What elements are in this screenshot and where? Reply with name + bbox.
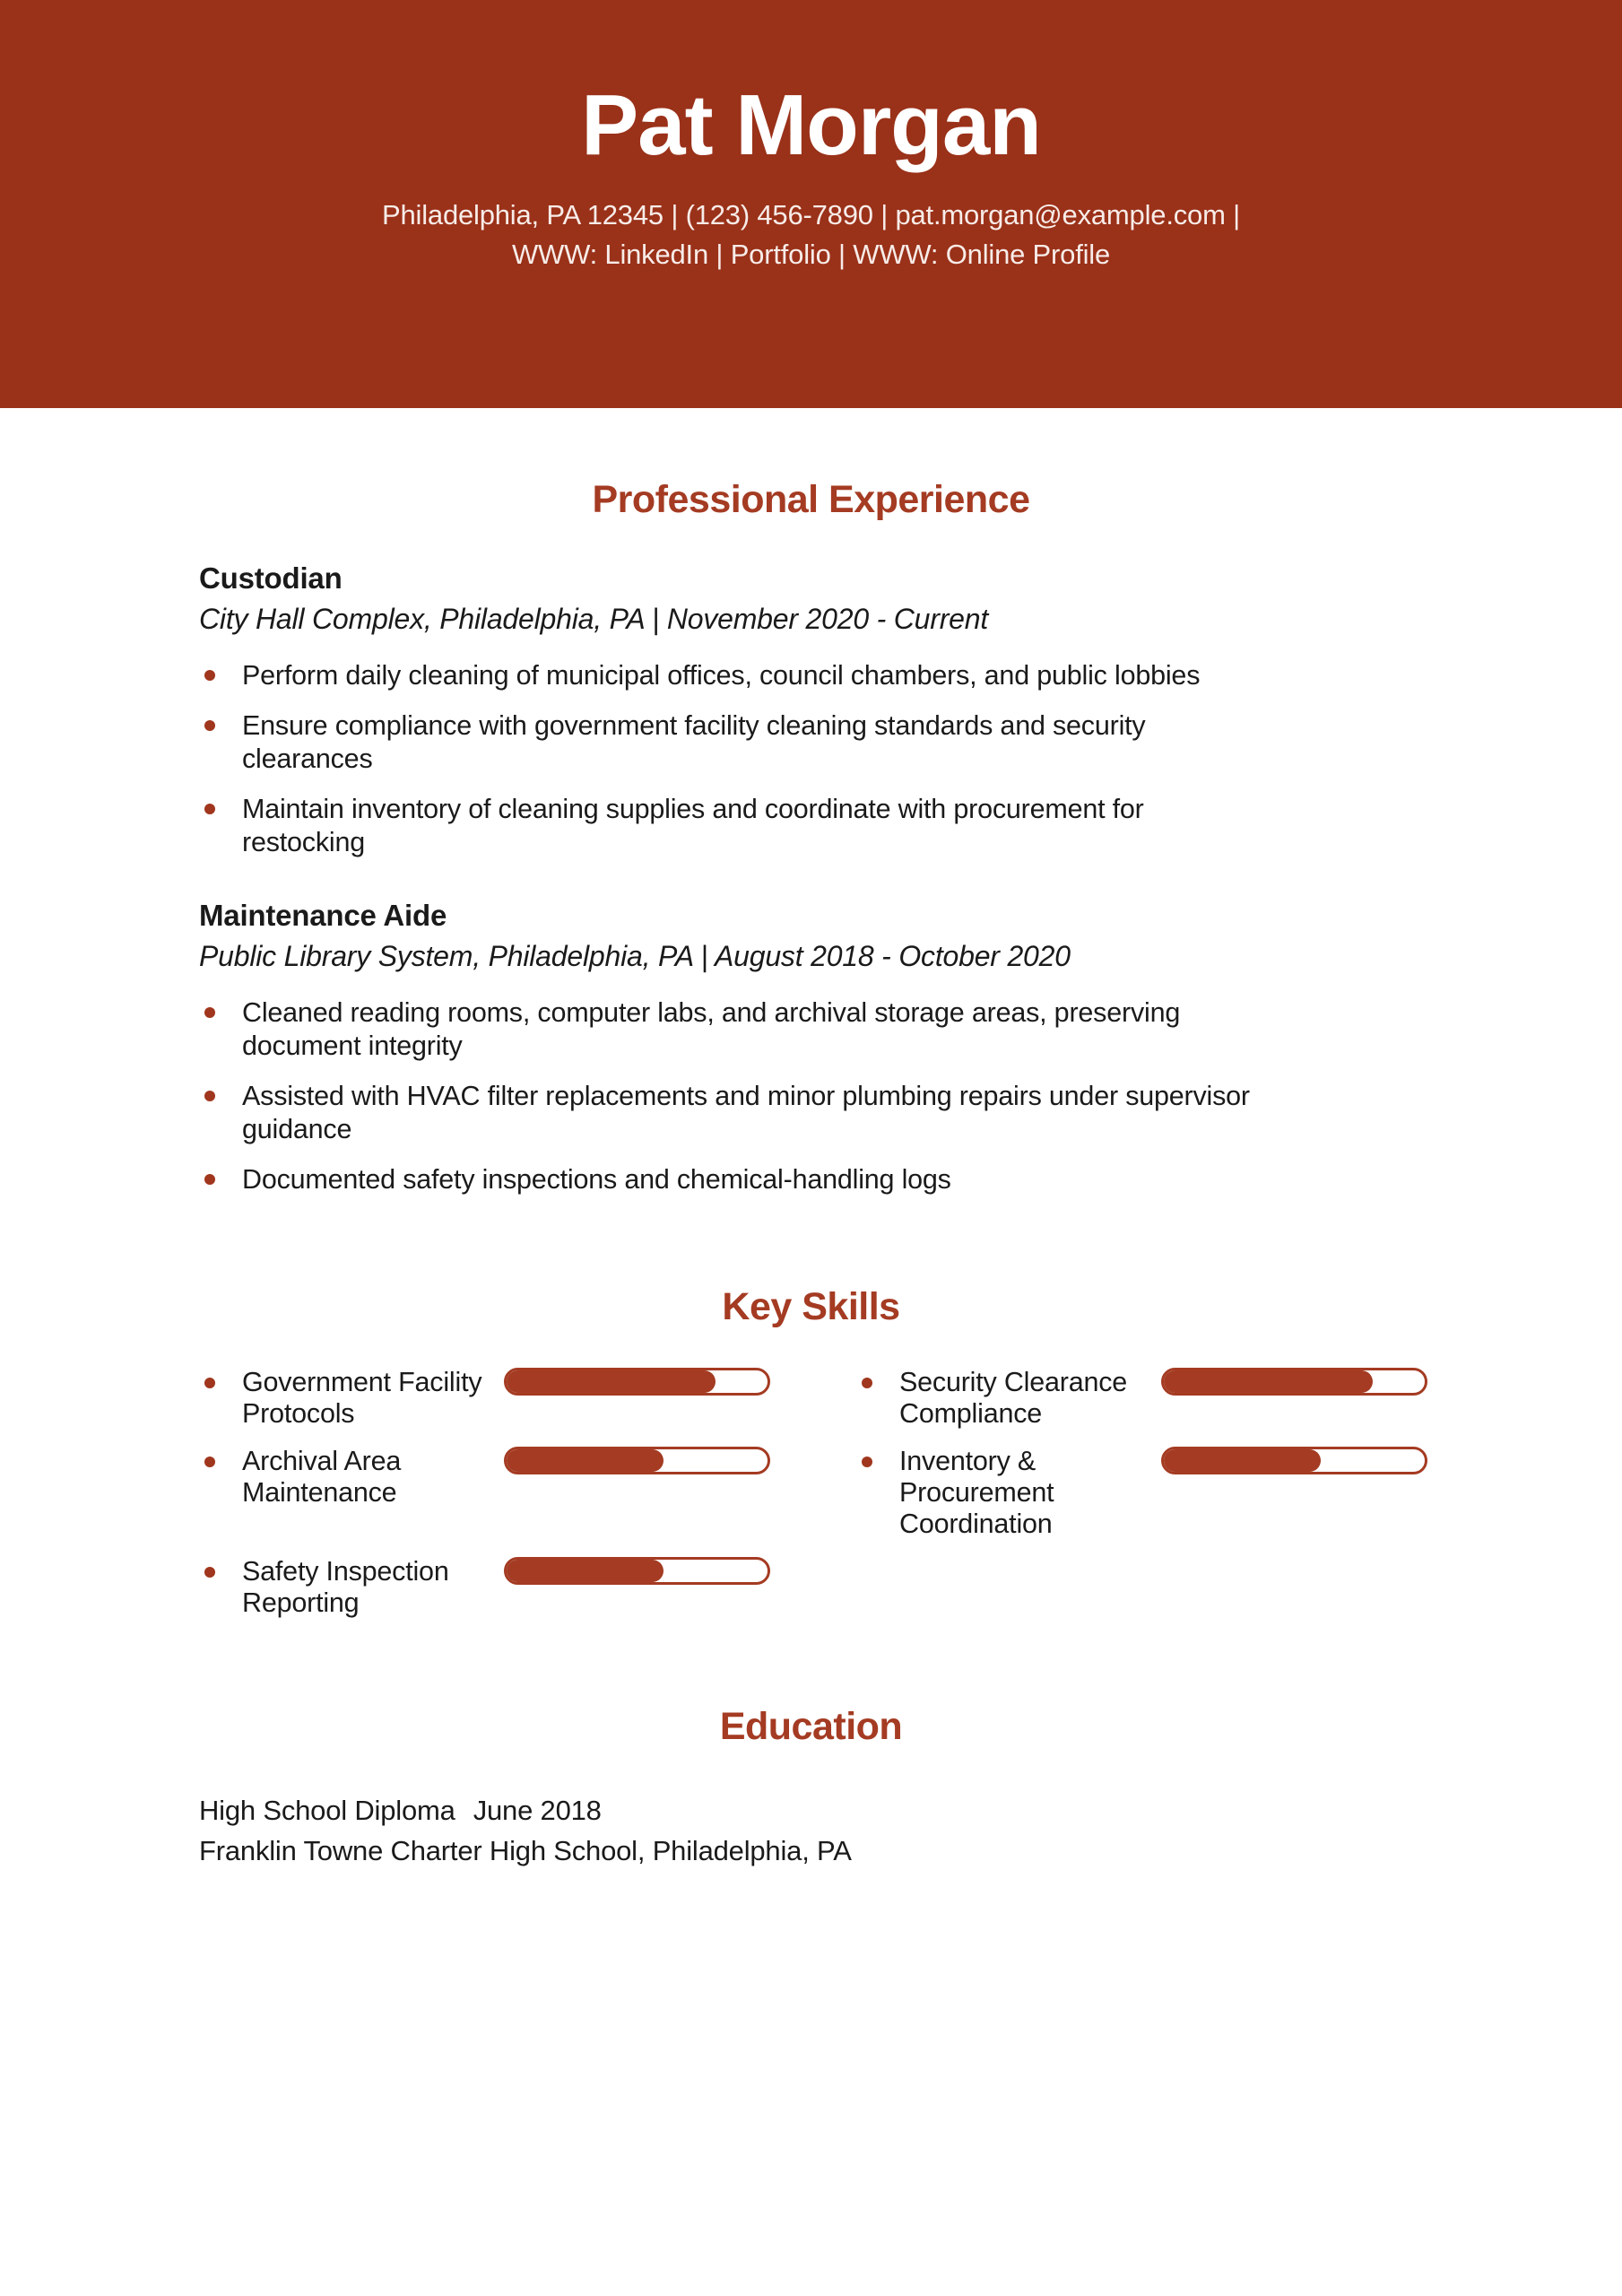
bullet-item bbox=[199, 709, 1264, 776]
skill-bar-fill bbox=[1164, 1449, 1321, 1472]
job-entry bbox=[199, 899, 1423, 1196]
skill-label: Security Clearance Compliance bbox=[899, 1367, 1128, 1429]
bullet-item bbox=[199, 1080, 1264, 1146]
job-meta: Public Library System, Philadelphia, PA | August 2018 - October 2020 bbox=[199, 940, 1071, 972]
job-meta: City Hall Complex, Philadelphia, PA | November 2020 - Current bbox=[199, 603, 989, 635]
bullet-dot-icon bbox=[204, 1007, 215, 1018]
job-title: Maintenance Aide bbox=[199, 899, 447, 932]
experience-section-title: Professional Experience bbox=[592, 478, 1030, 521]
skill-label: Archival Area Maintenance bbox=[242, 1446, 402, 1508]
bullet-list bbox=[199, 996, 1423, 1196]
bullet-dot-icon bbox=[204, 1567, 215, 1578]
education-details bbox=[199, 1790, 1423, 1871]
bullet-text: Ensure compliance with government facility cleaning standards and security clearances bbox=[242, 710, 1146, 774]
education-section bbox=[0, 1790, 1622, 1871]
bullet-list bbox=[199, 659, 1423, 859]
contact-line-2: WWW: LinkedIn | Portfolio | WWW: Online Profile bbox=[511, 238, 1111, 270]
bullet-item bbox=[199, 1163, 1264, 1196]
bullet-text: Perform daily cleaning of municipal offices, council chambers, and public lobbies bbox=[242, 660, 1201, 691]
skill-bar-fill bbox=[507, 1370, 716, 1393]
education-degree: High School Diploma bbox=[199, 1795, 455, 1826]
skill-bar bbox=[504, 1557, 770, 1585]
skills-section bbox=[0, 1367, 1622, 1619]
header-band bbox=[0, 0, 1622, 408]
bullet-dot-icon bbox=[204, 1174, 215, 1185]
skill-item bbox=[199, 1446, 770, 1540]
bullet-text: Cleaned reading rooms, computer labs, and archival storage areas, preserving document integrity bbox=[242, 997, 1181, 1061]
bullet-text: Maintain inventory of cleaning supplies and coordinate with procurement for restocking bbox=[242, 794, 1144, 857]
bullet-text: Assisted with HVAC filter replacements and minor plumbing repairs under supervisor guidance bbox=[242, 1081, 1250, 1144]
skill-bar bbox=[504, 1368, 770, 1396]
education-section-title: Education bbox=[719, 1705, 903, 1748]
skill-label: Inventory & Procurement Coordination bbox=[899, 1446, 1054, 1539]
bullet-dot-icon bbox=[204, 670, 215, 681]
bullet-dot-icon bbox=[204, 1457, 215, 1467]
skill-bar bbox=[1161, 1368, 1427, 1396]
skill-bar-fill bbox=[507, 1560, 664, 1582]
education-degree-line bbox=[199, 1790, 1423, 1831]
bullet-item bbox=[199, 996, 1264, 1063]
skill-bar bbox=[1161, 1447, 1427, 1474]
skills-grid bbox=[199, 1367, 1423, 1619]
skill-label: Government Facility Protocols bbox=[242, 1367, 482, 1429]
contact-info bbox=[0, 196, 1622, 274]
bullet-dot-icon bbox=[204, 1091, 215, 1101]
bullet-dot-icon bbox=[204, 804, 215, 814]
bullet-item bbox=[199, 659, 1264, 692]
bullet-text: Documented safety inspections and chemical-handling logs bbox=[242, 1164, 951, 1195]
education-date: June 2018 bbox=[473, 1795, 602, 1826]
contact-line-1: Philadelphia, PA 12345 | (123) 456-7890 | pat.morgan@example.com | bbox=[382, 198, 1240, 230]
education-school: Franklin Towne Charter High School, Philadelphia, PA bbox=[199, 1835, 852, 1866]
skill-label: Safety Inspection Reporting bbox=[242, 1556, 449, 1618]
job-title: Custodian bbox=[199, 561, 343, 595]
skill-bar-fill bbox=[507, 1449, 664, 1472]
skill-item bbox=[856, 1446, 1427, 1540]
skill-bar-fill bbox=[1164, 1370, 1373, 1393]
skill-item bbox=[856, 1367, 1427, 1430]
bullet-dot-icon bbox=[204, 720, 215, 731]
skill-item bbox=[199, 1367, 770, 1430]
bullet-dot-icon bbox=[862, 1457, 872, 1467]
bullet-dot-icon bbox=[862, 1378, 872, 1388]
bullet-dot-icon bbox=[204, 1378, 215, 1388]
job-entry bbox=[199, 561, 1423, 859]
bullet-item bbox=[199, 793, 1264, 859]
person-name: Pat Morgan bbox=[581, 77, 1041, 173]
experience-section bbox=[0, 561, 1622, 1196]
skills-section-title: Key Skills bbox=[722, 1285, 900, 1328]
skill-item bbox=[199, 1556, 770, 1619]
skill-bar bbox=[504, 1447, 770, 1474]
